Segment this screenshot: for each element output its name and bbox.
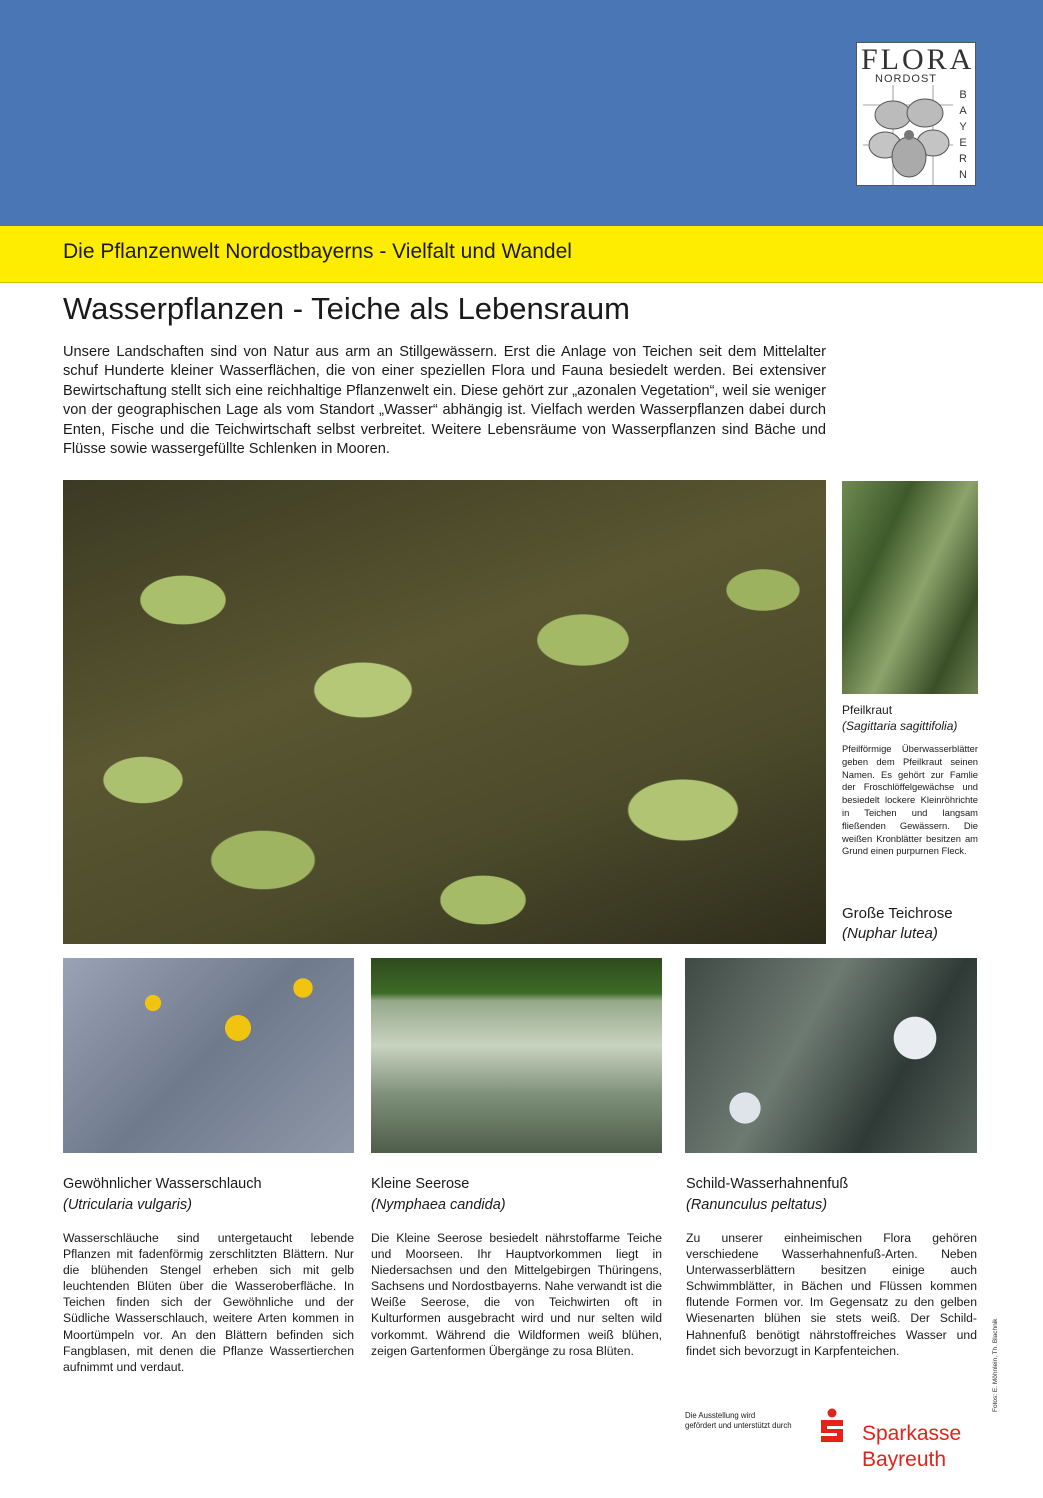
logo-bayern-letters: B A Y E R N <box>959 89 967 181</box>
photo-kleine-seerose <box>371 958 662 1153</box>
wasserschlauch-description: Wasserschläuche sind untergetaucht lebende Pflanzen mit fadenförmig zerschlitzten Blättern. Nur die blühenden Stengel erheben sich mit gelb leuchtenden Blüten über die Wasseroberfläche. In Teichen finden sich der Gewöhnliche und der Südliche Wasserschlauch, weitere Arten kommen in Moortümpeln vor. An den Blättern befinden sich Fangblasen, mit denen die Pflanze Wassertierchen aufnimmt und verdaut. <box>63 1231 354 1374</box>
logo-flora-text: FLORA <box>861 43 975 76</box>
sparkasse-logo-icon <box>817 1408 847 1446</box>
pfeilkraut-name: Pfeilkraut <box>842 703 893 717</box>
teichrose-name: Große Teichrose <box>842 905 953 922</box>
wasserhahnenfuss-latin-name: (Ranunculus peltatus) <box>686 1197 828 1213</box>
flora-nordost-bayern-logo <box>856 42 976 186</box>
photo-pfeilkraut <box>842 481 978 694</box>
wasserschlauch-name: Gewöhnlicher Wasserschlauch <box>63 1176 262 1192</box>
wasserhahnenfuss-description: Zu unserer einheimischen Flora gehören verschiedene Wasserhahnenfuß-Arten. Neben Unterwasserblättern besitzen einige auch Schwimmblätter, in Bächen und Flüssen kommen flutende Formen vor. Im Gegensatz zu den gelben Wiesenarten blühen sie stets weiß. Der Schild-Hahnenfuß benötigt nährstoffreiches Wasser und findet sich bevorzugt in Karpfenteichen. <box>686 1231 977 1358</box>
sponsor-name-line2: Bayreuth <box>862 1448 947 1471</box>
pfeilkraut-description: Pfeilförmige Überwasserblätter geben dem Pfeilkraut seinen Namen. Es gehört zur Famlie der Froschlöffelgewächse und besiedelt lockere Kleinröhrichte in Teichen und langsam fließenden Gewässern. Die weißen Kronblätter besitzen am Grund einen purpurnen Fleck. <box>842 743 978 857</box>
logo-nordost-text: NORDOST <box>875 73 937 85</box>
kleine-seerose-name: Kleine Seerose <box>371 1176 470 1192</box>
teichrose-latin-name: (Nuphar lutea) <box>842 925 938 942</box>
photo-schild-wasserhahnenfuss <box>685 958 977 1153</box>
violet-flower-icon <box>863 85 953 185</box>
wasserschlauch-latin-name: (Utricularia vulgaris) <box>63 1197 192 1213</box>
series-title: Die Pflanzenwelt Nordostbayerns - Vielfalt und Wandel <box>63 240 572 263</box>
photo-credit: Fotos: E. Möhnlein, Th. Blachnik <box>992 1318 999 1412</box>
wasserhahnenfuss-name: Schild-Wasserhahnenfuß <box>686 1176 849 1192</box>
pfeilkraut-latin-name: (Sagittaria sagittifolia) <box>842 719 958 733</box>
kleine-seerose-latin-name: (Nymphaea candida) <box>371 1197 506 1213</box>
intro-paragraph: Unsere Landschaften sind von Natur aus arm an Stillgewässern. Erst die Anlage von Teichen seit dem Mittelalter schuf Hunderte kleiner Wasserflächen, die von einer speziellen Flora und Fauna besiedelt werden. Bei extensiver Bewirtschaftung stellt sich eine reichhaltige Pflanzenwelt ein. Diese gehört zur „azonalen Vegetation“, weil sie weniger von der geographischen Lage als vom Standort „Wasser“ abhängig ist. Vielfach werden Wasserpflanzen dabei durch Enten, Fische und die Teichwirtschaft selbst verbreitet. Weitere Lebensräume von Wasserpflanzen sind Bäche und Flüsse sowie wassergefüllte Schlenken in Mooren. <box>63 344 826 458</box>
photo-grosse-teichrose <box>63 480 826 944</box>
kleine-seerose-description: Die Kleine Seerose besiedelt nährstoffarme Teiche und Moorseen. Ihr Hauptvorkommen liegt in Niedersachsen und den Mittelgebirgen Thüringens, Sachsens und Nordostbayerns. Nahe verwandt ist die Weiße Seerose, die von Teichwirten oft in Kulturformen ausgebracht wird und nur selten wild vorkommt. Während die Wildformen weiß blühen, zeigen Gartenformen Übergänge zu rosa Blüten. <box>371 1231 662 1358</box>
sponsor-name-line1: Sparkasse <box>862 1422 962 1445</box>
sponsor-note: Die Ausstellung wird gefördert und unterstützt durch <box>685 1411 792 1430</box>
page-title: Wasserpflanzen - Teiche als Lebensraum <box>63 291 630 326</box>
photo-wasserschlauch <box>63 958 354 1153</box>
